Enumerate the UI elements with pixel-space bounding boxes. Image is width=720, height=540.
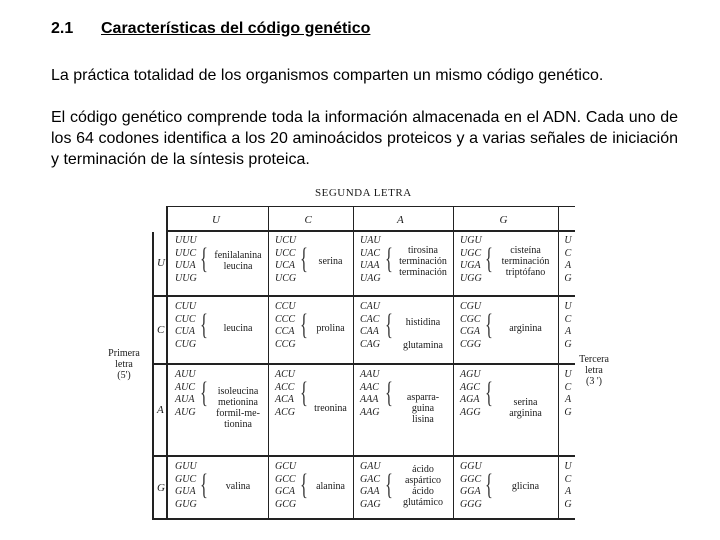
codon: CCA (275, 326, 295, 337)
codon-group (175, 235, 197, 285)
codon-group (460, 461, 482, 511)
codon: CCG (275, 338, 296, 350)
brace-glyph: { (200, 308, 208, 341)
codon: CAG (360, 338, 380, 350)
third-letter: A (564, 260, 572, 271)
codon: CGU (460, 301, 482, 312)
first-letter-label (100, 348, 148, 381)
brace-glyph: { (200, 468, 208, 501)
codon: UUC (175, 247, 197, 259)
section-number: 2.1 (51, 20, 74, 37)
codon: CGG (460, 338, 482, 350)
third-letter-label-line: letra (585, 365, 603, 376)
codon: GAU (360, 461, 381, 472)
amino-acid: ácido (412, 486, 434, 497)
codon: AUG (175, 406, 196, 418)
codon: GCU (275, 461, 297, 472)
amino-acid: glicina (511, 480, 540, 492)
amino-acid-group (493, 245, 558, 278)
third-letter: A (564, 394, 572, 405)
table-top-rule (167, 206, 575, 207)
codon: UGU (460, 235, 482, 246)
header-bottom-rule (167, 230, 575, 232)
paragraph-1: La práctica totalidad de los organismos comparten un mismo código genético. (51, 67, 604, 84)
codon: GGU (460, 461, 482, 472)
codon: GUA (175, 486, 196, 497)
amino-acid: treonina (314, 402, 347, 414)
codon: UGC (460, 247, 482, 259)
codon: UCA (275, 260, 295, 271)
table-bottom-rule (152, 518, 575, 520)
codon: UCU (275, 235, 297, 246)
third-letter: U (564, 301, 572, 312)
first-letter-u: U (157, 257, 165, 269)
brace-glyph: { (300, 308, 308, 341)
amino-acid: ácido (412, 464, 434, 475)
amino-acid-group (208, 481, 268, 492)
amino-acid-group (393, 464, 453, 508)
amino-acid: terminación (399, 255, 447, 267)
paragraph-2: El código genético comprende toda la información almacenada en el ADN. Cada uno de los 64 codones identifica a los 20 aminoácidos proteicos y a varias señales de iniciación y terminación de la síntesis proteica. (51, 109, 678, 168)
codon: UAG (360, 272, 381, 284)
codon: GAG (360, 498, 381, 510)
third-letter-label-line: (3 ') (586, 376, 602, 387)
codon: UUG (175, 272, 197, 284)
column-divider (558, 206, 559, 520)
codon: GUC (175, 473, 197, 485)
brace-glyph: { (385, 376, 393, 409)
amino-acid: guina (411, 402, 435, 414)
first-letter-label-line: letra (115, 359, 133, 370)
third-letter: C (564, 473, 572, 485)
codon-group (175, 369, 196, 419)
codon-group (275, 301, 296, 351)
column-header-u: U (212, 214, 220, 226)
codon: AGU (460, 369, 481, 380)
amino-acid: serina (318, 255, 343, 267)
genetic-code-table (100, 180, 620, 520)
amino-acid-group (393, 245, 453, 278)
row-divider (152, 363, 575, 365)
brace-glyph: { (385, 242, 393, 275)
codon: UUU (175, 235, 197, 246)
codon: GAC (360, 473, 380, 485)
amino-acid-group (393, 317, 453, 351)
amino-acid-group (308, 403, 353, 414)
third-letter: A (564, 486, 572, 497)
codon: CUC (175, 313, 196, 325)
amino-acid: serina (513, 397, 538, 408)
codon-group (360, 301, 380, 351)
third-letter: C (564, 381, 572, 393)
amino-acid-group (308, 323, 353, 334)
third-letter: G (564, 338, 572, 350)
codon: GCG (275, 498, 297, 510)
codon-group (360, 235, 381, 285)
column-header-c: C (304, 214, 312, 226)
codon-group (360, 369, 379, 419)
third-letter: G (564, 498, 572, 510)
third-letter: G (564, 406, 572, 418)
codon-group (275, 369, 295, 419)
codon: AAC (360, 381, 379, 393)
amino-acid-group (493, 323, 558, 334)
codon: ACA (275, 394, 294, 405)
brace-glyph: { (200, 376, 208, 409)
amino-acid: terminación (399, 266, 447, 278)
codon: GGG (460, 498, 482, 510)
amino-acid-group (493, 397, 558, 419)
amino-acid: cisteína (510, 244, 541, 256)
codon: AAA (360, 394, 379, 405)
codon: UGG (460, 272, 482, 284)
codon: CAA (360, 326, 379, 337)
codon: GGC (460, 473, 482, 485)
column-divider (268, 206, 269, 520)
third-letter-label (574, 354, 614, 387)
codon-group (175, 461, 197, 511)
brace-glyph: { (485, 242, 493, 275)
amino-acid: asparra- (406, 391, 440, 403)
codon-group (175, 301, 196, 351)
codon: CUU (175, 301, 197, 312)
brace-glyph: { (300, 376, 308, 409)
third-letter: A (564, 326, 572, 337)
amino-acid: triptófano (505, 266, 546, 278)
codon: CCU (275, 301, 296, 312)
codon: UGA (460, 260, 481, 271)
amino-acid: histidina (405, 317, 441, 328)
amino-acid-group (308, 481, 353, 492)
first-letter-label-line: Primera (108, 348, 140, 359)
codon: AUA (175, 394, 195, 405)
codon: AUC (175, 381, 195, 393)
column-divider (353, 206, 354, 520)
third-letter: U (564, 461, 572, 472)
codon: AAU (360, 369, 380, 380)
column-header-a: A (397, 214, 404, 226)
amino-acid: metionina (218, 397, 258, 408)
amino-acid: valina (225, 480, 251, 492)
codon: AUU (175, 369, 196, 380)
amino-acid: tirosina (408, 244, 438, 256)
column-header-g: G (499, 214, 508, 226)
second-letter-title: SEGUNDA LETRA (315, 187, 412, 199)
codon: UAA (360, 260, 380, 271)
amino-acid: prolina (316, 322, 345, 334)
brace-glyph: { (485, 376, 493, 409)
third-letter-column (563, 461, 573, 511)
amino-acid-group (308, 256, 353, 267)
amino-acid-group (393, 392, 453, 425)
amino-acid: aspártico (404, 475, 442, 486)
codon: GUG (175, 498, 197, 510)
codon: UAC (360, 247, 380, 259)
third-letter-column (563, 369, 573, 419)
third-letter: C (564, 313, 572, 325)
first-letter-label-line: (5') (117, 370, 131, 381)
brace-glyph: { (300, 468, 308, 501)
codon-group (275, 461, 296, 511)
amino-acid-group (208, 386, 268, 430)
row-divider (152, 455, 575, 457)
row-divider (152, 295, 575, 297)
amino-acid: fenilalanina (214, 250, 262, 261)
codon: UCC (275, 247, 296, 259)
codon: GUU (175, 461, 197, 472)
codon: AGG (460, 406, 481, 418)
codon: ACC (275, 381, 295, 393)
brace-glyph: { (485, 468, 493, 501)
codon: CAC (360, 313, 380, 325)
third-letter-label-line: Tercera (579, 354, 609, 365)
letter-column-rule (166, 206, 168, 520)
codon: GCA (275, 486, 295, 497)
codon: CUG (175, 338, 197, 350)
codon: ACG (275, 406, 295, 418)
codon: CAU (360, 301, 380, 312)
amino-acid: glutamina (403, 340, 443, 351)
codon-group (460, 301, 481, 351)
amino-acid: arginina (509, 408, 542, 419)
codon-group (460, 369, 481, 419)
codon: UAU (360, 235, 381, 246)
third-letter: C (564, 247, 572, 259)
brace-glyph: { (300, 242, 308, 275)
codon: CGA (460, 326, 480, 337)
third-letter-column (563, 235, 573, 285)
codon: AGA (460, 394, 480, 405)
amino-acid-group (493, 481, 558, 492)
amino-acid: leucina (223, 261, 253, 272)
brace-glyph: { (200, 242, 208, 275)
amino-acid: glutámico (403, 497, 443, 508)
first-letter-c: C (157, 324, 165, 336)
brace-glyph: { (385, 308, 393, 341)
codon: GGA (460, 486, 481, 497)
amino-acid: leucina (223, 322, 253, 334)
amino-acid: formil-me- (216, 408, 260, 419)
brace-glyph: { (385, 468, 393, 501)
column-divider (453, 206, 454, 520)
codon: UCG (275, 272, 297, 284)
codon: AGC (460, 381, 480, 393)
first-letter-a: A (157, 404, 164, 416)
amino-acid-group (208, 323, 268, 334)
codon: CCC (275, 313, 296, 325)
left-border (152, 232, 154, 520)
amino-acid: lisina (412, 413, 434, 425)
codon-group (360, 461, 381, 511)
codon: UUA (175, 260, 196, 271)
first-letter-g: G (157, 482, 165, 494)
codon: ACU (275, 369, 295, 380)
section-title: Características del código genético (101, 20, 371, 37)
codon-group (275, 235, 296, 285)
amino-acid: isoleucina (217, 386, 259, 397)
amino-acid: alanina (316, 480, 345, 492)
amino-acid: terminación (501, 255, 550, 267)
codon: CUA (175, 326, 195, 337)
third-letter: U (564, 369, 572, 380)
codon: AAG (360, 406, 380, 418)
codon: GCC (275, 473, 296, 485)
amino-acid-group (208, 250, 268, 272)
codon: CGC (460, 313, 481, 325)
third-letter-column (563, 301, 573, 351)
codon: GAA (360, 486, 380, 497)
brace-glyph: { (485, 308, 493, 341)
third-letter: G (564, 272, 572, 284)
third-letter: U (564, 235, 572, 246)
codon-group (460, 235, 482, 285)
amino-acid: tionina (224, 419, 252, 430)
amino-acid: arginina (509, 322, 542, 334)
